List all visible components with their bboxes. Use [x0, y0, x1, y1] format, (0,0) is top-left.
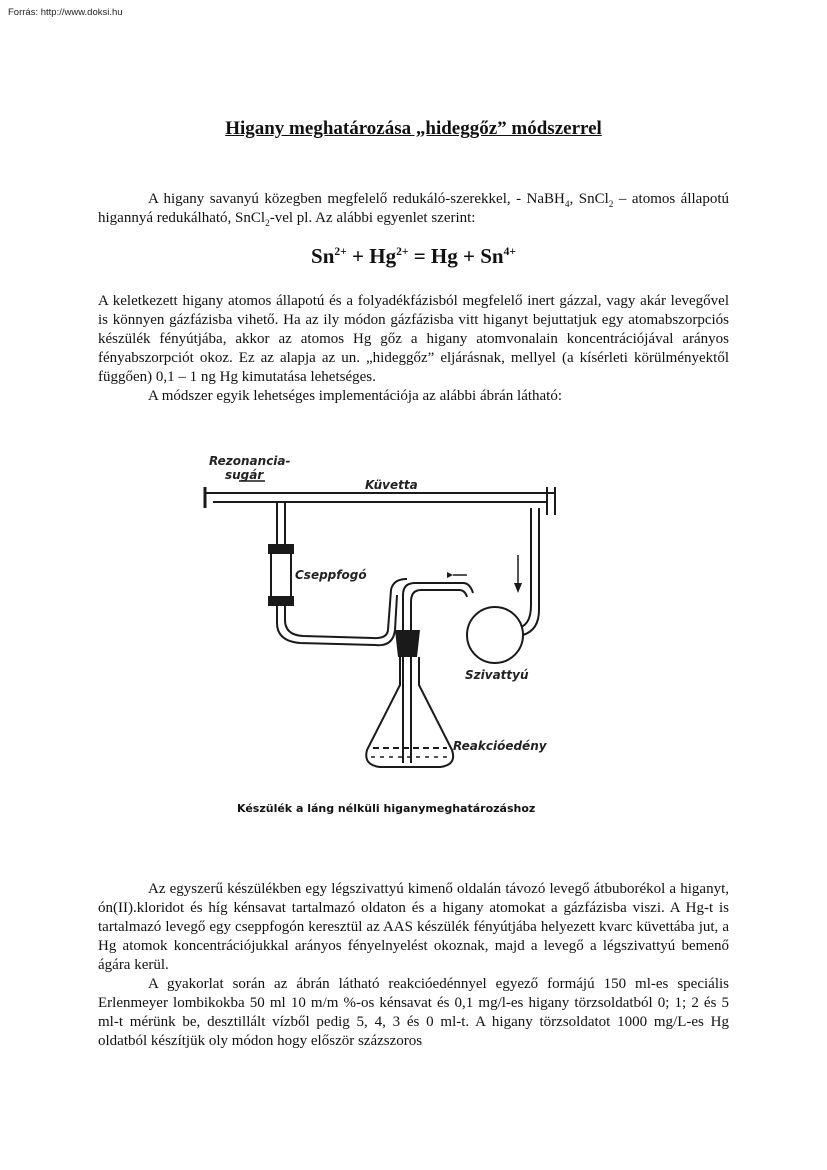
droplet-catcher-cap-top: [269, 545, 293, 553]
reaction-flask: [366, 657, 453, 767]
return-tube: [521, 508, 539, 635]
paragraph-method: A keletkezett higany atomos állapotú és a folyadékfázisból megfelelő inert gázzal, vagy akár levegővel is könnyen gázfázisba vihető. Ha az ily módon gázfázisba vitt higanyt bejuttatjuk egy atomabszorpciós készülék fényútjába, akkor az atomos Hg gőz a higany atomvonalain koncentrációjával arányos fényabszorpciót okoz. Ez az alapja az un. „hideggőz” eljárásnak, mellyel (a kísérleti körülményektől függően) 0,1 – 1 ng Hg kimutatása lehetséges.: [98, 293, 729, 385]
body-block-2: [98, 880, 729, 1051]
catcher-to-flask-tube-a: [277, 605, 395, 645]
pump-inlet-tube-a: [403, 583, 473, 763]
flask-stopper: [395, 630, 420, 657]
arrow-head-down: [514, 583, 522, 593]
catcher-to-flask-tube-b: [285, 605, 388, 638]
body-block-1: [98, 292, 729, 406]
figure-caption: Készülék a láng nélküli higanymeghatározáshoz: [237, 802, 536, 815]
label-cseppfogo: Cseppfogó: [295, 568, 367, 582]
arrow-head-top: [447, 572, 453, 578]
paragraph-practice: A gyakorlat során az ábrán látható reakcióedénnyel egyező formájú 150 ml-es speciális Erlenmeyer lombikokba 50 ml 10 m/m %-os kénsavat és 0,1 mg/l-es higany törzsoldatból 0; 1; 2 és 5 ml-t mérünk be, desztillált vízből pedig 5, 4, 3 és 0 ml-t. A higany törzsoldatot 1000 mg/L-es Hg oldatból készítjük oly módon hogy először százszoros: [98, 976, 729, 1049]
page-title: Higany meghatározása „hideggőz” módszerrel: [225, 118, 602, 139]
source-note: Forrás: http://www.doksi.hu: [8, 7, 123, 18]
left-down-tube: [277, 502, 285, 545]
label-sugar: sugár: [225, 468, 264, 482]
paragraph-apparatus: Az egyszerű készülékben egy légszivattyú kimenő oldalán távozó levegő átbuborékol a higanyt, ón(II).kloridot és híg kénsavat tartalmazó oldaton és a higany atomokat a gázfázisba viszi. A Hg-t is tartalmazó levegő egy cseppfogón keresztül az AAS készülék fényútjába helyezett kvarc küvettába jut, a Hg atomok koncentrációjukkal arányos fényelnyelést okoznak, majd a levegő a légszivattyú bemenő ágára kerül.: [98, 881, 729, 973]
reaction-equation: $Sn^{2+} + Hg^{2+} = Hg + Sn^{4+}$: [311, 244, 516, 268]
paragraph-implementation: A módszer egyik lehetséges implementációja az alábbi ábrán látható:: [148, 388, 563, 404]
label-szivattyu: Szivattyú: [465, 668, 529, 682]
label-reakcioedeny: Reakcióedény: [453, 739, 547, 753]
label-rezonancia: Rezonancia-: [209, 454, 291, 468]
apparatus-diagram: [195, 445, 575, 825]
intro-paragraph: [98, 190, 729, 228]
droplet-catcher-cap-bottom: [269, 597, 293, 605]
pump: [467, 607, 523, 663]
label-kuvetta: Küvetta: [365, 478, 418, 492]
intro-text: A higany savanyú közegben megfelelő redukáló-szerekkel, - NaBH$_4$, SnCl$_2$ – atomos állapotú higannyá redukálható, SnCl$_2$-vel pl. Az alábbi egyenlet szerint:: [98, 191, 729, 229]
